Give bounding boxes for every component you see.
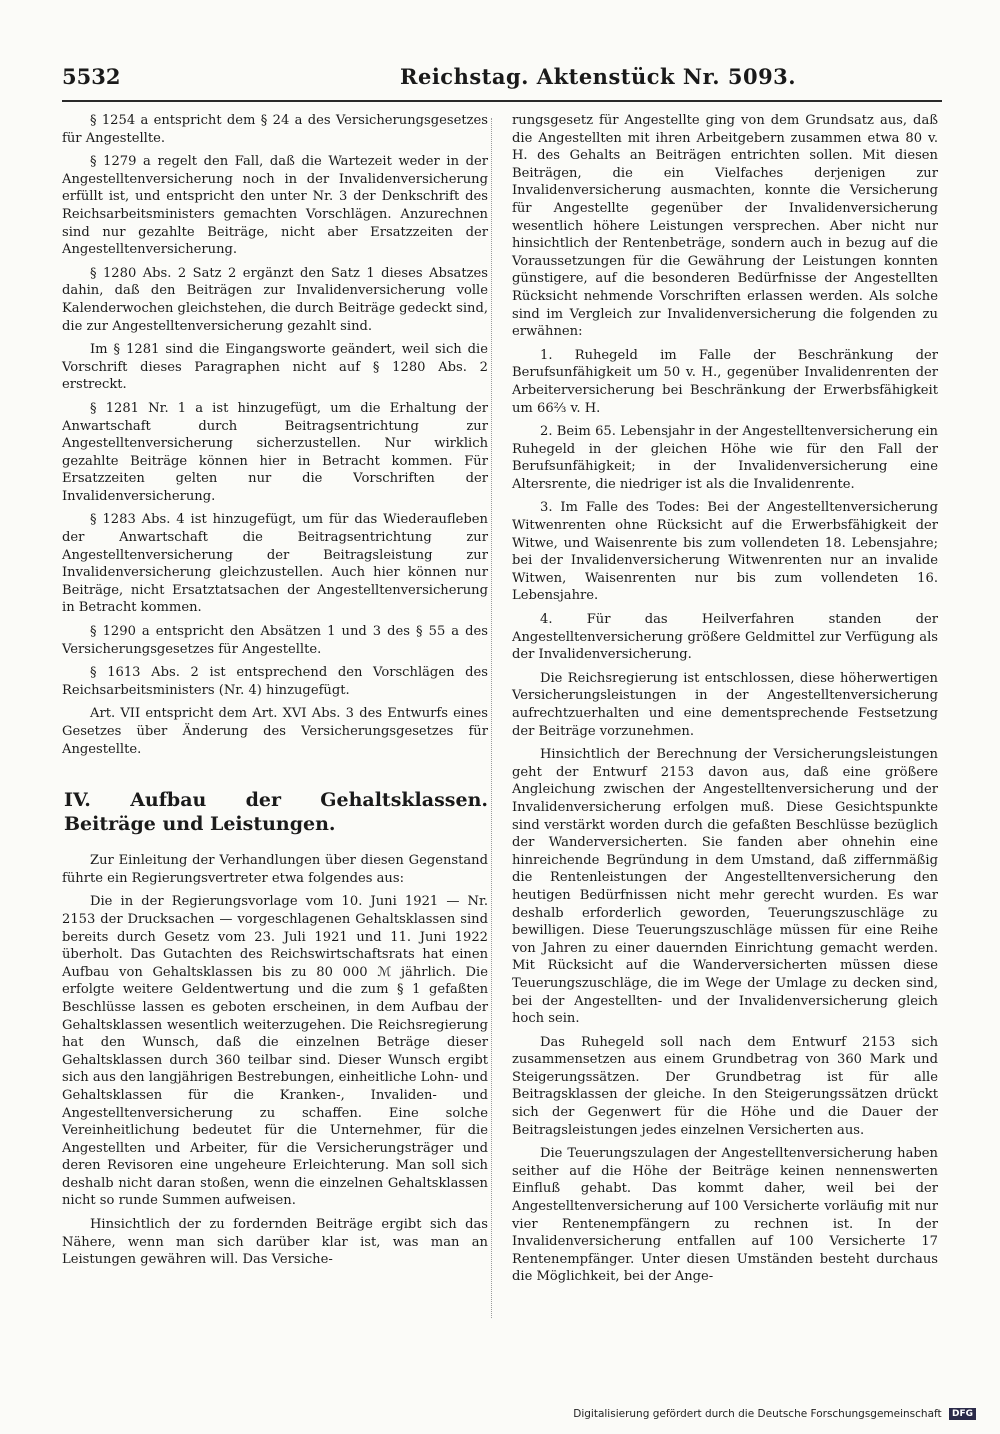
- column-divider: [491, 118, 492, 1318]
- paragraph: Hinsichtlich der zu fordernden Beiträge ergibt sich das Nähere, wenn man sich darüber klar ist, was man an Leistungen gewähren will. Das Versiche-: [62, 1217, 488, 1268]
- paragraph: 2. Beim 65. Lebensjahr in der Angestelltenversicherung ein Ruhegeld in der gleichen Höhe wie für den Fall der Berufsunfähigkeit; in der Invalidenversicherung eine Altersrente, die niedriger ist als die Invalidenrente.: [512, 424, 938, 492]
- paragraph: § 1283 Abs. 4 ist hinzugefügt, um für das Wiederaufleben der Anwartschaft die Beitragsentrichtung zur Angestelltenversicherung der Beitragsleistung zur Invalidenversicherung gleichzustellen. Auch hier können nur Beiträge, nicht Ersatztatsachen der Angestelltenversicherung in Betracht kommen.: [62, 512, 488, 616]
- footer-credit: [573, 1408, 976, 1420]
- page-number: 5532: [62, 64, 121, 89]
- header-rule: [62, 100, 942, 102]
- paragraph: 4. Für das Heilverfahren standen der Angestelltenversicherung größere Geldmittel zur Verfügung als der Invalidenversicherung.: [512, 612, 938, 663]
- paragraph: § 1613 Abs. 2 ist entsprechend den Vorschlägen des Reichsarbeitsministers (Nr. 4) hinzugefügt.: [62, 665, 488, 698]
- paragraph: rungsgesetz für Angestellte ging von dem Grundsatz aus, daß die Angestellten mit ihren Arbeitgebern zusammen etwa 80 v. H. des Gehalts an Beiträgen entrichten sollen. Mit diesen Beiträgen, die ein Vielfaches derjenigen zur Invalidenversicherung ausmachten, konnte die Versicherung für Angestellte gegenüber der Invalidenversicherung wesentlich höhere Leistungen versprechen. Aber nicht nur hinsichtlich der Rentenbeträge, sondern auch in bezug auf die Voraussetzungen für die Gewährung der Leistungen konnten günstigere, auf die besonderen Bedürfnisse der Angestellten Rücksicht nehmende Vorschriften erlassen werden. Als solche sind im Vergleich zur Invalidenversicherung die folgenden zu erwähnen:: [512, 113, 938, 340]
- paragraph: § 1254 a entspricht dem § 24 a des Versicherungsgesetzes für Angestellte.: [62, 113, 488, 146]
- paragraph: Zur Einleitung der Verhandlungen über diesen Gegenstand führte ein Regierungsvertreter etwa folgendes aus:: [62, 853, 488, 886]
- page-header: [62, 60, 942, 94]
- paragraph: Die Reichsregierung ist entschlossen, diese höherwertigen Versicherungsleistungen in der Angestelltenversicherung aufrechtzuerhalten und eine dementsprechende Festsetzung der Beiträge vorzunehmen.: [512, 670, 938, 739]
- paragraph: § 1281 Nr. 1 a ist hinzugefügt, um die Erhaltung der Anwartschaft durch Beitragsentrichtung zur Angestelltenversicherung sicherzustellen. Nur wirklich gezahlte Beiträge können hier in Betracht kommen. Für Ersatzzeiten gelten nur die Vorschriften der Invalidenversicherung.: [62, 400, 488, 504]
- dfg-logo: DFG: [949, 1408, 976, 1420]
- page-title: Reichstag. Aktenstück Nr. 5093.: [400, 64, 797, 89]
- section-heading: IV. Aufbau der Gehaltsklassen. Beiträge und Leistungen.: [64, 789, 488, 836]
- paragraph: 3. Im Falle des Todes: Bei der Angestelltenversicherung Witwenrenten ohne Rücksicht auf die Erwerbsfähigkeit der Witwe, und Waisenrente bis zum vollendeten 18. Lebensjahre; bei der Invalidenversicherung Witwenrenten nur an invalide Witwen, Waisenrenten nur bis zum vollendeten 16. Lebensjahre.: [512, 500, 938, 604]
- paragraph: Art. VII entspricht dem Art. XVI Abs. 3 des Entwurfs eines Gesetzes über Änderung des Versicherungsgesetzes für Angestellte.: [62, 706, 488, 757]
- paragraph: Die in der Regierungsvorlage vom 10. Juni 1921 — Nr. 2153 der Drucksachen — vorgeschlagenen Gehaltsklassen sind bereits durch Gesetz vom 23. Juli 1921 und 11. Juni 1922 überholt. Das Gutachten des Reichswirtschaftsrats hat einen Aufbau von Gehaltsklassen bis zu 80 000 ℳ jährlich. Die erfolgte weitere Geldentwertung und die zum § 1 gefaßten Beschlüsse lassen es geboten erscheinen, in dem Aufbau der Gehaltsklassen wesentlich weiterzugehen. Die Reichsregierung hat den Wunsch, daß die einzelnen Beträge dieser Gehaltsklassen durch 360 teilbar sind. Dieser Wunsch ergibt sich aus den langjährigen Bestrebungen, einheitliche Lohn- und Gehaltsklassen für die Kranken-, Invaliden- und Angestelltenversicherung zu schaffen. Eine solche Vereinheitlichung bedeutet für die Unternehmer, für die Angestellten und Arbeiter, für die Versicherungsträger und deren Revisoren eine ungeheure Erleichterung. Man soll sich deshalb nicht daran stoßen, wenn die einzelnen Gehaltsklassen nicht so runde Summen aufweisen.: [62, 894, 488, 1209]
- footer-text: Digitalisierung gefördert durch die Deutsche Forschungsgemeinschaft: [573, 1408, 942, 1420]
- paragraph: § 1279 a regelt den Fall, daß die Wartezeit weder in der Angestelltenversicherung noch in der Invalidenversicherung erfüllt ist, und entspricht den unter Nr. 3 der Denkschrift des Reichsarbeitsministers gemachten Vorschlägen. Anzurechnen sind nur gezahlte Beiträge, nicht aber Ersatzzeiten der Angestelltenversicherung.: [62, 154, 488, 258]
- left-column: [62, 112, 488, 1275]
- paragraph: § 1280 Abs. 2 Satz 2 ergänzt den Satz 1 dieses Absatzes dahin, daß den Beiträgen zur Invalidenversicherung volle Kalenderwochen gleichstehen, die durch Beiträge gedeckt sind, die zur Angestelltenversicherung gezahlt sind.: [62, 265, 488, 334]
- right-column: [512, 112, 938, 1292]
- paragraph: 1. Ruhegeld im Falle der Beschränkung der Berufsunfähigkeit um 50 v. H., gegenüber Invalidenrenten der Arbeiterversicherung bei Beschränkung der Erwerbsfähigkeit um 66⅔ v. H.: [512, 347, 938, 416]
- paragraph: Hinsichtlich der Berechnung der Versicherungsleistungen geht der Entwurf 2153 davon aus, daß eine größere Angleichung zwischen der Angestelltenversicherung und der Invalidenversicherung erfolgen muß. Diese Gesichtspunkte sind verstärkt worden durch die gefaßten Beschlüsse bezüglich der Wanderversicherten. Sie fanden aber ohnehin eine hinreichende Begründung in dem Umstand, daß ziffernmäßig die Rentenleistungen der Angestelltenversicherung den heutigen Bedürfnissen nicht mehr gerecht wurden. Es war deshalb erforderlich geworden, Teuerungszuschläge zu bewilligen. Diese Teuerungszuschläge müssen für eine Reihe von Jahren zu einer dauernden Einrichtung gemacht werden. Mit Rücksicht auf die Wanderversicherten müssen diese Teuerungszuschläge, die im Wege der Umlage zu decken sind, bei der Angestellten- und der Invalidenversicherung gleich hoch sein.: [512, 747, 938, 1027]
- paragraph: Im § 1281 sind die Eingangsworte geändert, weil sich die Vorschrift dieses Paragraphen nicht auf § 1280 Abs. 2 erstreckt.: [62, 342, 488, 393]
- paragraph: Die Teuerungszulagen der Angestelltenversicherung haben seither auf die Höhe der Beiträge keinen nennenswerten Einfluß gehabt. Das kommt daher, weil bei der Angestelltenversicherung auf 100 Versicherte vorläufig mit nur vier Rentenempfängern zu rechnen ist. In der Invalidenversicherung entfallen auf 100 Versicherte 17 Rentenempfänger. Unter diesen Umständen besteht durchaus die Möglichkeit, bei der Ange-: [512, 1146, 938, 1285]
- paragraph: § 1290 a entspricht den Absätzen 1 und 3 des § 55 a des Versicherungsgesetzes für Angestellte.: [62, 624, 488, 657]
- paragraph: Das Ruhegeld soll nach dem Entwurf 2153 sich zusammensetzen aus einem Grundbetrag von 360 Mark und Steigerungssätzen. Der Grundbetrag ist für alle Beitragsklassen der gleiche. In den Steigerungssätzen drückt sich der Gegenwert für die Höhe und die Dauer der Beitragsleistungen jedes einzelnen Versicherten aus.: [512, 1034, 938, 1138]
